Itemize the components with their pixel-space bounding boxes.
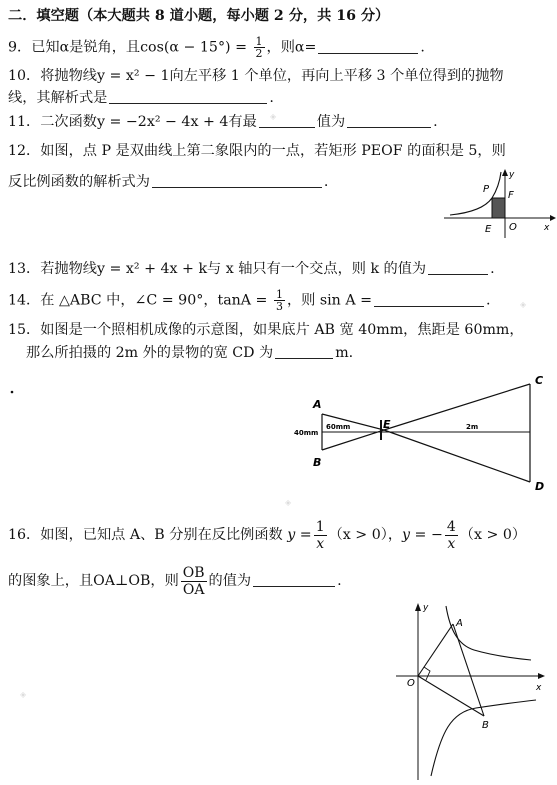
q16-end: . xyxy=(337,573,342,589)
q16-label-a: A xyxy=(456,618,463,629)
q14-text-b: ，则 sin A = xyxy=(286,292,372,309)
q10-end: . xyxy=(269,90,274,106)
q16-f2-lhs: y = − xyxy=(402,527,443,543)
q12-answer-blank[interactable] xyxy=(152,173,322,188)
q16-label-y: y xyxy=(423,603,429,613)
q13-end: . xyxy=(490,261,495,277)
question-10-line2 xyxy=(8,88,549,108)
q14-frac-num: 1 xyxy=(275,288,283,301)
q16-f1-lhs: y = xyxy=(287,527,312,543)
q9-frac-num: 1 xyxy=(255,35,263,48)
q12-label-p: P xyxy=(483,184,490,195)
q16-f1-den: x xyxy=(316,535,325,552)
q16-f2-num: 4 xyxy=(446,518,456,535)
q16-y-arrow-icon xyxy=(415,603,421,611)
q13-text: 13．若抛物线y = x² + 4x + k与 x 轴只有一个交点，则 k 的值为 xyxy=(8,261,427,277)
q12-end: . xyxy=(323,174,329,190)
q13-answer-blank[interactable] xyxy=(428,260,488,275)
q16-label-o: O xyxy=(407,678,415,689)
q16-figure xyxy=(396,600,546,782)
q15-line-ed xyxy=(384,430,530,482)
q11-blank-2[interactable] xyxy=(347,113,431,128)
q12-x-arrow-icon xyxy=(550,215,556,221)
q12-text: 反比例函数的解析式为 xyxy=(8,174,150,190)
q16-ratio-den: OA xyxy=(182,581,205,598)
q16-answer-blank[interactable] xyxy=(253,572,335,587)
q9-frac-den: 2 xyxy=(255,47,263,60)
q9-end: . xyxy=(420,39,425,56)
q15-line-ec xyxy=(384,384,530,430)
q15-label-c: C xyxy=(535,374,544,387)
q15-line-be xyxy=(322,430,384,450)
q16-ratio-fraction xyxy=(181,565,207,598)
q15-label-b: B xyxy=(313,456,322,469)
q15-label-d: D xyxy=(535,480,545,493)
q15-label-a: A xyxy=(313,398,322,411)
q16-f2-den: x xyxy=(447,535,456,552)
q14-frac-den: 3 xyxy=(275,300,283,313)
q12-label-e: E xyxy=(485,224,492,235)
q16-line-ob xyxy=(418,676,484,716)
q11-text-b: 值为 xyxy=(316,114,346,130)
q16-text-c: 的值为 xyxy=(208,573,252,589)
q9-answer-blank[interactable] xyxy=(318,39,418,54)
q14-end: . xyxy=(485,292,491,309)
q16-x-arrow-icon xyxy=(538,673,545,679)
question-15-line1: 15．如图是一个照相机成像的示意图，如果底片 AB 宽 40mm，焦距是 60mm， xyxy=(8,322,524,338)
q16-f2-cond: （x > 0） xyxy=(459,527,527,543)
q16-f1-cond: （x > 0）， xyxy=(328,527,403,543)
q11-text-a: 11．二次函数y = −2x² − 4x + 4有最 xyxy=(8,114,257,130)
q12-label-x: x xyxy=(544,223,550,233)
q14-text-a: 14．在 △ABC 中，∠C = 90°，tanA = xyxy=(8,292,272,309)
q14-fraction xyxy=(274,289,285,312)
question-14 xyxy=(8,289,549,312)
watermark-stamp: ◈ xyxy=(270,112,277,121)
q16-f2-fraction xyxy=(445,519,458,552)
q9-fraction xyxy=(254,36,265,59)
q16-line-oa xyxy=(418,624,453,676)
q9-text-a: 9．已知α是锐角，且cos(α − 15°) = xyxy=(8,39,252,56)
q9-text-b: ，则α= xyxy=(266,39,317,56)
q16-line-ab xyxy=(453,624,484,716)
question-11 xyxy=(8,112,549,132)
q12-figure xyxy=(440,168,556,242)
question-12-line1: 12．如图，点 P 是双曲线上第二象限内的一点，若矩形 PEOF 的面积是 5，则 xyxy=(8,143,506,159)
q16-text-b: 的图象上，且OA⊥OB，则 xyxy=(8,573,179,589)
watermark-stamp: ◈ xyxy=(285,498,292,507)
q12-label-y: y xyxy=(509,170,515,180)
question-16-line2 xyxy=(8,563,549,599)
q11-end: . xyxy=(433,114,438,130)
q15-figure xyxy=(0,372,557,496)
q10-answer-blank[interactable] xyxy=(109,89,267,104)
q16-text-a: 16．如图，已知点 A、B 分别在反比例函数 xyxy=(8,527,283,543)
question-15-line2 xyxy=(26,343,549,363)
q16-right-angle-mark xyxy=(424,667,430,680)
question-10-line1: 10．将抛物线y = x² − 1向左平移 1 个单位，再向上平移 3 个单位得到的抛物 xyxy=(8,68,504,84)
q12-label-o: O xyxy=(509,222,517,233)
q15-label-e: E xyxy=(383,418,391,431)
q16-ratio-num: OB xyxy=(182,564,205,581)
q16-curve-1 xyxy=(446,606,531,660)
section-title: 二．填空题（本大题共 8 道小题，每小题 2 分，共 16 分） xyxy=(8,8,390,24)
q16-label-x: x xyxy=(536,683,542,693)
q15-label-2m: 2m xyxy=(466,423,479,431)
q12-y-arrow-icon xyxy=(502,169,508,176)
q16-f1-fraction xyxy=(314,519,327,552)
q15-label-40mm: 40mm xyxy=(294,429,319,437)
q16-label-b: B xyxy=(482,720,489,731)
q10-text: 线，其解析式是 xyxy=(8,90,108,106)
question-13 xyxy=(8,259,549,279)
q15-stray-dot xyxy=(11,391,14,394)
q12-label-f: F xyxy=(508,190,514,201)
watermark-stamp: ◈ xyxy=(20,690,27,699)
q14-answer-blank[interactable] xyxy=(374,292,484,307)
q16-f1-num: 1 xyxy=(315,518,325,535)
question-16-line1 xyxy=(8,518,549,552)
q16-curve-2 xyxy=(431,700,536,776)
q12-rectangle xyxy=(492,198,505,218)
q11-blank-1[interactable] xyxy=(259,113,315,128)
q15-text: 那么所拍摄的 2m 外的景物的宽 CD 为 xyxy=(26,345,274,361)
question-9 xyxy=(8,36,549,59)
watermark-stamp: ◈ xyxy=(520,300,527,309)
q15-unit: m. xyxy=(335,345,354,361)
q15-answer-blank[interactable] xyxy=(275,344,333,359)
q15-label-60mm: 60mm xyxy=(326,423,351,431)
